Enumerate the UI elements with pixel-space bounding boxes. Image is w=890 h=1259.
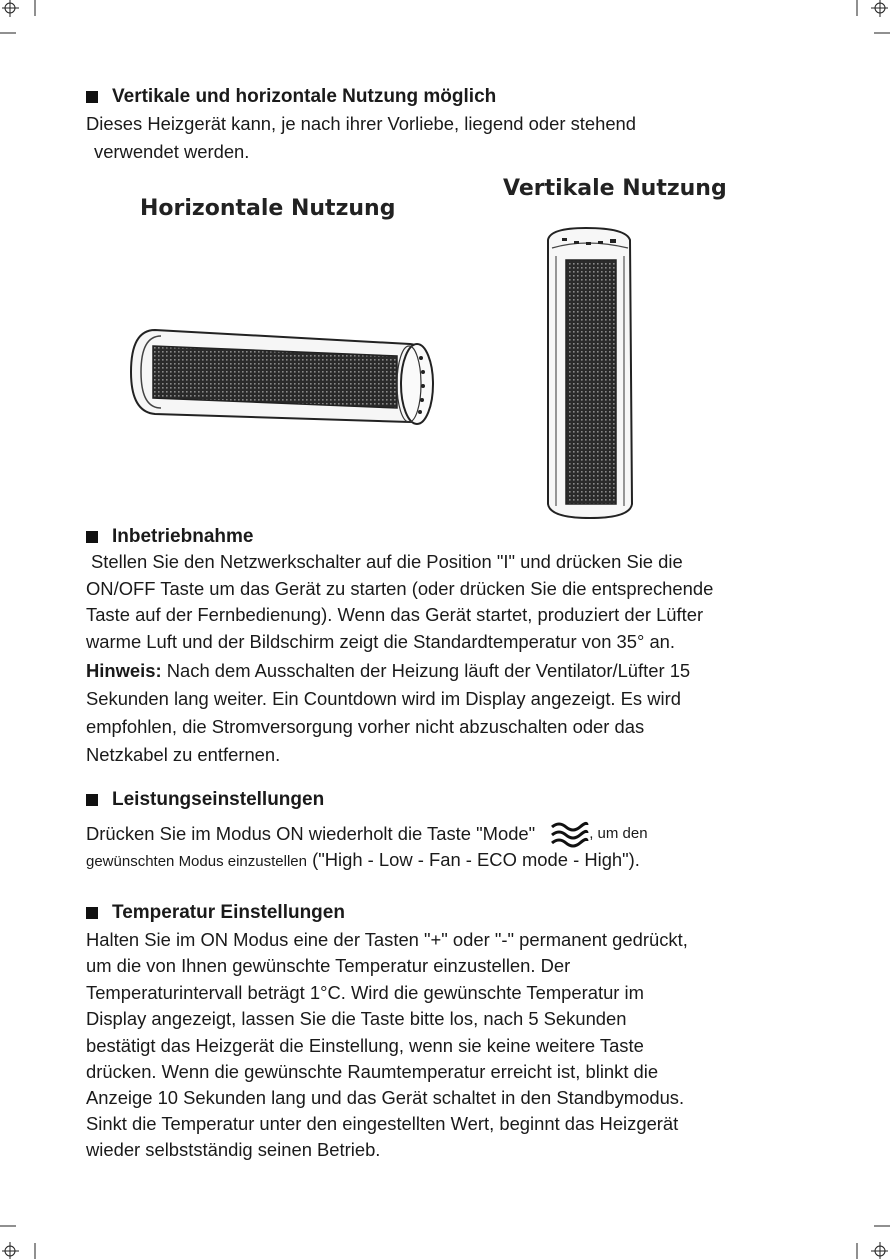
heading-text: Vertikale und horizontale Nutzung möglich — [112, 86, 497, 107]
crop-mark-icon — [0, 0, 50, 40]
power-text-c: gewünschten Modus einzustellen — [86, 853, 307, 870]
crop-mark-icon — [840, 0, 890, 40]
section-heading-start — [86, 526, 253, 548]
temp-line-7: Anzeige 10 Sekunden lang und das Gerät schaltet in den Standbymodus. — [86, 1087, 685, 1108]
section-heading-temperature — [86, 902, 345, 924]
note-line-3: empfohlen, die Stromversorgung vorher nicht abzuschalten oder das — [86, 716, 645, 737]
section-heading-orientation — [86, 86, 496, 108]
power-text-a: Drücken Sie im Modus ON wiederholt die Taste "Mode" — [86, 822, 536, 844]
start-line-2: ON/OFF Taste um das Gerät zu starten (oder drücken Sie die entsprechende — [86, 578, 714, 599]
temp-line-4: Display angezeigt, lassen Sie die Taste bitte los, nach 5 Sekunden — [86, 1008, 627, 1029]
temp-line-6: drücken. Wenn die gewünschte Raumtemperatur erreicht ist, blinkt die — [86, 1061, 659, 1082]
figure-title-vertical: Vertikale Nutzung — [503, 176, 727, 201]
temp-line-5: bestätigt das Heizgerät die Einstellung, wenn sie keine weitere Taste — [86, 1035, 644, 1056]
heading-text: Inbetriebnahme — [112, 526, 254, 547]
bullet-square-icon — [86, 91, 98, 103]
note-line-2: Sekunden lang weiter. Ein Countdown wird im Display angezeigt. Es wird — [86, 688, 681, 709]
temp-line-3: Temperaturintervall beträgt 1°C. Wird die gewünschte Temperatur im — [86, 982, 644, 1003]
note-label: Hinweis: — [86, 660, 162, 681]
crop-mark-icon — [840, 1219, 890, 1259]
note-line-4: Netzkabel zu entfernen. — [86, 744, 281, 765]
start-line-4: warme Luft und der Bildschirm zeigt die Standardtemperatur von 35° an. — [86, 631, 676, 652]
temp-line-2: um die von Ihnen gewünschte Temperatur einzustellen. Der — [86, 955, 571, 976]
start-line-3: Taste auf der Fernbedienung). Wenn das Gerät startet, produziert der Lüfter — [86, 604, 704, 625]
section-heading-power — [86, 789, 324, 811]
temp-line-8: Sinkt die Temperatur unter den eingestellten Wert, beginnt das Heizgerät — [86, 1113, 679, 1134]
orientation-line-2: verwendet werden. — [94, 141, 250, 162]
power-line-2 — [86, 847, 640, 876]
bullet-square-icon — [86, 794, 98, 806]
bullet-square-icon — [86, 531, 98, 543]
heading-text: Temperatur Einstellungen — [112, 902, 345, 923]
power-line-1 — [86, 819, 648, 849]
power-text-d: ("High - Low - Fan - ECO mode - High"). — [306, 849, 640, 870]
temp-line-9: wieder selbstständig seinen Betrieb. — [86, 1139, 381, 1160]
crop-mark-icon — [0, 1219, 50, 1259]
note-text: Nach dem Ausschalten der Heizung läuft der Ventilator/Lüfter 15 — [161, 660, 691, 681]
start-line-1: Stellen Sie den Netzwerkschalter auf die Position "I" und drücken Sie die — [91, 551, 683, 572]
note-line-1 — [86, 658, 690, 685]
figure-title-horizontal: Horizontale Nutzung — [140, 196, 396, 221]
power-text-b: , um den — [589, 824, 648, 842]
heading-text: Leistungseinstellungen — [112, 789, 325, 810]
heater-vertical-illustration — [540, 222, 640, 524]
bullet-square-icon — [86, 907, 98, 919]
temp-line-1: Halten Sie im ON Modus eine der Tasten "+" oder "-" permanent gedrückt, — [86, 929, 688, 950]
orientation-line-1: Dieses Heizgerät kann, je nach ihrer Vorliebe, liegend oder stehend — [86, 113, 637, 134]
mode-waves-icon — [549, 819, 589, 849]
heater-horizontal-illustration — [125, 322, 445, 434]
